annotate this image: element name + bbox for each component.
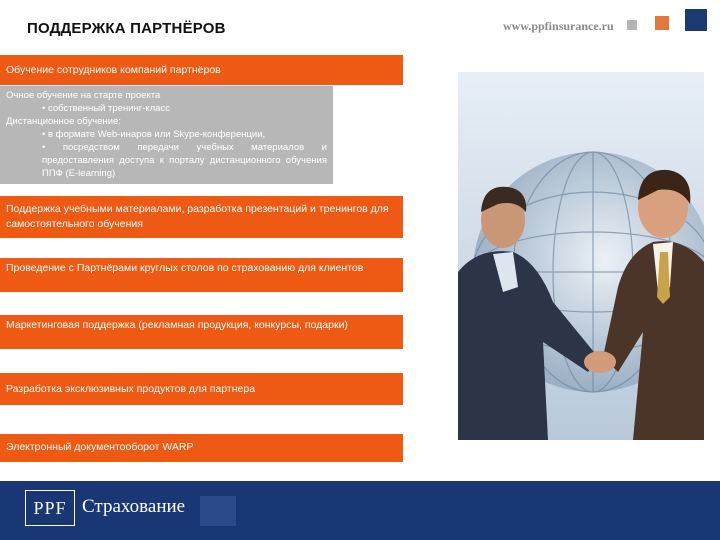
round-tables-text: Проведение с Партнёрами круглых столов по страхованию для клиентов: [6, 262, 364, 274]
decor-square-orange: [655, 16, 669, 30]
edo-box: [0, 434, 403, 462]
materials-box: [0, 196, 403, 238]
training-title-box: [0, 55, 403, 85]
handshake-photo: [458, 72, 704, 440]
marketing-box: [0, 315, 403, 349]
round-tables-box: [0, 258, 403, 292]
training-line-5: • посредством передачи учебных материалов и предоставления доступа к порталу дистанционного обучения ППФ (E-learning): [42, 142, 327, 179]
exclusive-box: [0, 373, 403, 405]
footer-shade: [200, 496, 236, 526]
decor-square-grey: [627, 20, 637, 30]
training-details-box: [0, 86, 333, 184]
training-line-1: Очное обучение на старте проекта: [6, 90, 161, 101]
page-title: ПОДДЕРЖКА ПАРТНЁРОВ: [27, 20, 226, 37]
training-line-3: Дистанционное обучение:: [6, 116, 121, 127]
logo-text: Страхование: [82, 496, 186, 517]
materials-text: Поддержка учебными материалами, разработка презентаций и тренингов для самостоятельного обучения: [6, 203, 389, 230]
training-line-2: • собственный тренинг-класс: [42, 103, 170, 114]
handshake-hands: [584, 351, 616, 373]
training-line-4: • в формате Web-инаров или Skype-конференции,: [42, 129, 266, 140]
decor-square-navy: [685, 9, 707, 31]
ppf-logo: PPF: [25, 490, 75, 526]
training-title-text: Обучение сотрудников компаний партнёров: [6, 64, 221, 76]
handshake-illustration: [458, 72, 704, 440]
exclusive-text: Разработка эксклюзивных продуктов для партнера: [6, 383, 256, 395]
site-url[interactable]: www.ppfinsurance.ru: [503, 19, 614, 33]
marketing-text: Маркетинговая поддержка (рекламная продукция, конкурсы, подарки): [6, 319, 348, 331]
edo-text: Электронный документооборот WARP: [6, 441, 194, 453]
